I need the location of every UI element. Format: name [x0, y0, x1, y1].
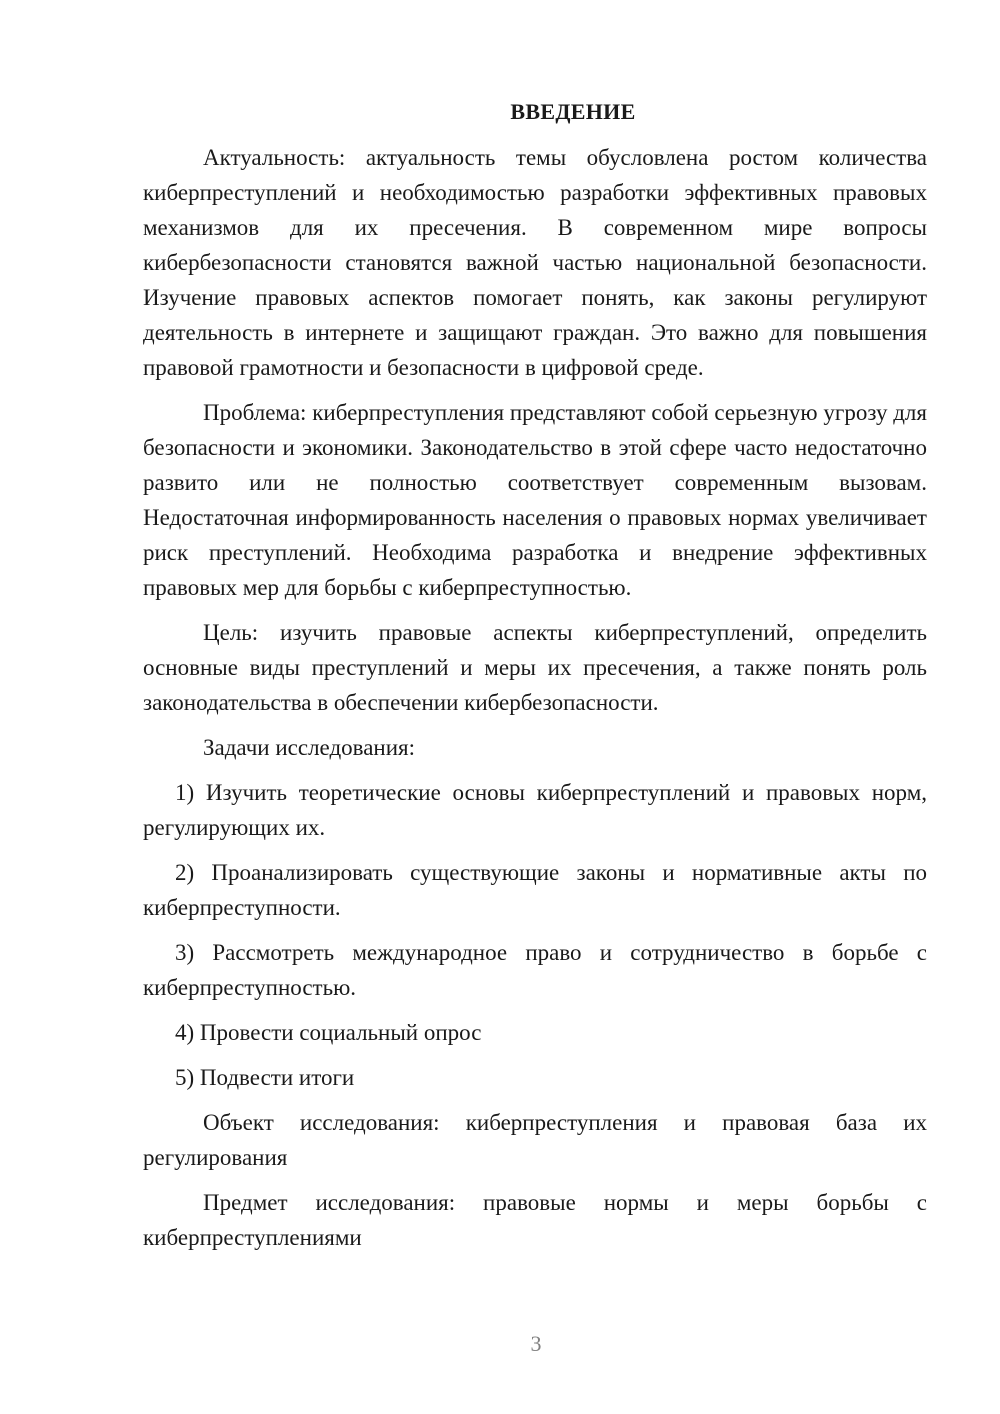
paragraph-object: Объект исследования: киберпреступления и правовая база их регулирования	[143, 1110, 927, 1170]
paragraph-subject: Предмет исследования: правовые нормы и меры борьбы с киберпреступлениями	[143, 1190, 927, 1250]
task-item-1: 1) Изучить теоретические основы киберпреступлений и правовых норм, регулирующих их.	[143, 780, 927, 840]
paragraph-relevance: Актуальность: актуальность темы обусловлена ростом количества киберпреступлений и необходимостью разработки эффективных правовых механизмов для их пресечения. В современном мире вопросы кибербезопасности становятся важной частью национальной безопасности. Изучение правовых аспектов помогает понять, как законы регулируют деятельность в интернете и защищают граждан. Это важно для повышения правовой грамотности и безопасности в цифровой среде.	[143, 145, 927, 380]
document-body	[143, 94, 927, 1265]
task-item-2: 2) Проанализировать существующие законы и нормативные акты по киберпреступности.	[143, 860, 927, 920]
paragraph-problem: Проблема: киберпреступления представляют собой серьезную угрозу для безопасности и экономики. Законодательство в этой сфере часто недостаточно развито или не полностью соответствует современным вызовам. Недостаточная информированность населения о правовых нормах увеличивает риск преступлений. Необходима разработка и внедрение эффективных правовых мер для борьбы с киберпреступностью.	[143, 400, 927, 600]
task-item-4: 4) Провести социальный опрос	[175, 1020, 482, 1045]
paragraph-goal: Цель: изучить правовые аспекты киберпреступлений, определить основные виды преступлений и меры их пресечения, а также понять роль законодательства в обеспечении кибербезопасности.	[143, 620, 927, 715]
tasks-heading: Задачи исследования:	[203, 735, 416, 760]
task-item-5: 5) Подвести итоги	[175, 1065, 355, 1090]
page-number: 3	[530, 1331, 542, 1356]
task-item-3: 3) Рассмотреть международное право и сотрудничество в борьбе с киберпреступностью.	[143, 940, 927, 1000]
page-title: ВВЕДЕНИЕ	[510, 99, 636, 124]
